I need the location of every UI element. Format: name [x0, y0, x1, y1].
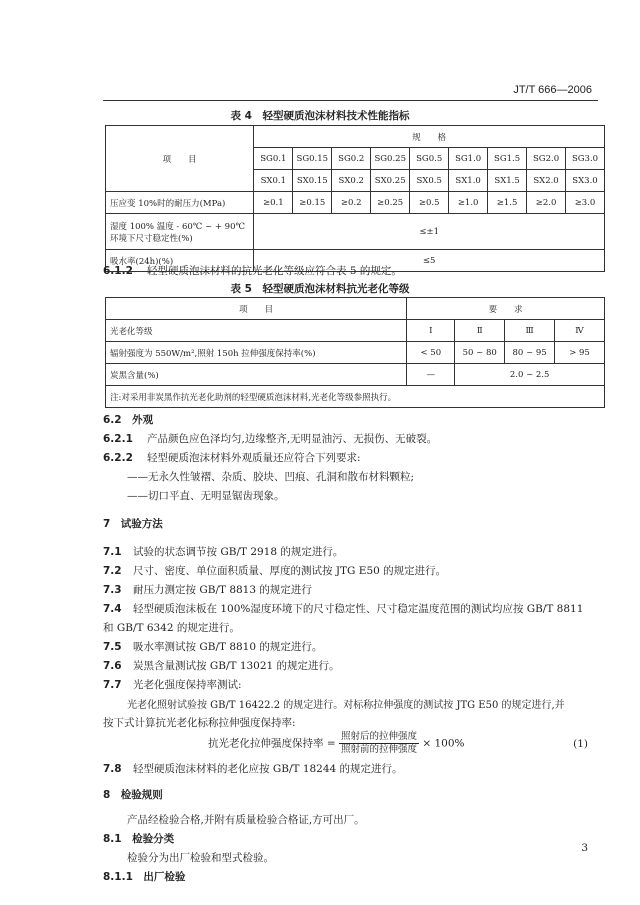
- value-cell: —: [407, 364, 455, 386]
- row-label: [106, 214, 254, 250]
- formula-numerator: 照射后的拉伸强度: [340, 731, 417, 742]
- paragraph-7-2: [103, 563, 446, 578]
- value-cell: ≥3.0: [566, 192, 605, 214]
- clause-number: 6.2.2: [103, 452, 133, 464]
- dash-item: ——切口平直、无明显锯齿现象。: [127, 490, 285, 502]
- formula-number: (1): [573, 738, 588, 750]
- formula-lhs: 抗光老化拉伸强度保持率 =: [208, 737, 336, 750]
- grade-cell: SG1.5: [488, 148, 527, 170]
- grade-cell: SG2.0: [527, 148, 566, 170]
- grade-cell: SG3.0: [566, 148, 605, 170]
- paragraph-7-4: [103, 601, 583, 616]
- clause-number: 7.8: [103, 763, 122, 775]
- paragraph-7-7-body: 光老化照射试验按 GB/T 16422.2 的规定进行。对标称拉伸强度的测试按 JTG E50 的规定进行,并: [127, 700, 565, 711]
- section-7-heading: 7 试验方法: [103, 518, 163, 530]
- clause-number: 7.6: [103, 660, 122, 672]
- page-number: 3: [581, 842, 588, 854]
- grade-cell: SX0.2: [332, 170, 371, 192]
- paragraph-7-6: [103, 658, 340, 673]
- paragraph-6-2-2: [103, 450, 361, 465]
- grade-cell: SX3.0: [566, 170, 605, 192]
- paragraph-7-3: [103, 582, 312, 597]
- table5-caption: 表 5 轻型硬质泡沫材料抗光老化等级: [230, 283, 410, 295]
- table4-spec-header: 规 格: [254, 126, 605, 148]
- grade-cell: SG0.5: [410, 148, 449, 170]
- grade-cell: SX1.0: [449, 170, 488, 192]
- clause-number: 7.2: [103, 565, 122, 577]
- clause-number: 6.2.1: [103, 433, 133, 445]
- dash-item: ——无永久性皱褶、杂质、胶块、凹痕、孔洞和散布材料颗粒;: [127, 471, 415, 483]
- paragraph-8: 产品经检验合格,并附有质量检验合格证,方可出厂。: [127, 814, 365, 826]
- clause-number: 7.5: [103, 641, 122, 653]
- clause-text: 尺寸、密度、单位面积质量、厚度的测试按 JTG E50 的规定进行。: [133, 565, 447, 577]
- value-cell: ≥1.5: [488, 192, 527, 214]
- value-cell: ≥0.15: [293, 192, 332, 214]
- row-label: 辐射强度为 550W/m²,照射 150h 拉伸强度保持率(%): [106, 342, 407, 364]
- level-cell: Ⅲ: [505, 320, 555, 342]
- value-cell: ≥0.25: [371, 192, 410, 214]
- table5-item-header: 项 目: [106, 298, 407, 320]
- row-label: 吸水率(24h)(%): [106, 250, 254, 272]
- value-cell: 80 ~ 95: [505, 342, 555, 364]
- clause-text: 耐压力测定按 GB/T 8813 的规定进行: [133, 584, 312, 596]
- section-6-2-heading: 6.2 外观: [103, 414, 154, 426]
- table5-req-header: 要 求: [407, 298, 605, 320]
- row-label-line: 环境下尺寸稳定性(%): [110, 233, 193, 244]
- grade-cell: SG0.1: [254, 148, 293, 170]
- grade-cell: SG0.25: [371, 148, 410, 170]
- value-cell: 50 ~ 80: [455, 342, 505, 364]
- clause-text: 轻型硬质泡沫材料的抗光老化等级应符合表 5 的规定。: [147, 265, 402, 277]
- grade-cell: SX2.0: [527, 170, 566, 192]
- grade-cell: SG0.15: [293, 148, 332, 170]
- clause-text: 吸水率测试按 GB/T 8810 的规定进行。: [133, 641, 323, 653]
- level-cell: Ⅳ: [555, 320, 605, 342]
- value-cell: ≥0.2: [332, 192, 371, 214]
- clause-text: 炭黑含量测试按 GB/T 13021 的规定进行。: [133, 660, 340, 672]
- value-cell: ≤±1: [254, 214, 605, 250]
- clause-number: 7.4: [103, 603, 122, 615]
- clause-text: 光老化强度保持率测试:: [133, 679, 242, 691]
- grade-cell: SX0.15: [293, 170, 332, 192]
- grade-cell: SX0.25: [371, 170, 410, 192]
- clause-number: 7.1: [103, 546, 122, 558]
- clause-number: 7.3: [103, 584, 122, 596]
- level-cell: Ⅱ: [455, 320, 505, 342]
- clause-number: 7.7: [103, 679, 122, 691]
- value-cell: < 50: [407, 342, 455, 364]
- clause-number: 6.1.2: [103, 265, 133, 277]
- value-cell: ≥2.0: [527, 192, 566, 214]
- header-rule: [103, 100, 598, 101]
- clause-text: 轻型硬质泡沫板在 100%湿度环境下的尺寸稳定性、尺寸稳定温度范围的测试均应按 GB/T 8811: [133, 603, 584, 615]
- value-cell: ≤5: [254, 250, 605, 272]
- value-cell: > 95: [555, 342, 605, 364]
- clause-text: 试验的状态调节按 GB/T 2918 的规定进行。: [133, 546, 344, 558]
- paragraph-7-5: [103, 639, 322, 654]
- clause-text: 产品颜色应色泽均匀,边缘整齐,无明显油污、无损伤、无破裂。: [147, 433, 438, 445]
- row-label: 压应变 10%时的耐压力(MPa): [106, 192, 254, 214]
- table4-caption: 表 4 轻型硬质泡沫材料技术性能指标: [230, 110, 410, 122]
- paragraph-6-2-1: [103, 431, 437, 446]
- table4-item-header: 项 目: [106, 126, 254, 192]
- grade-cell: SX1.5: [488, 170, 527, 192]
- level-cell: Ⅰ: [407, 320, 455, 342]
- formula-tail: × 100%: [422, 737, 465, 750]
- clause-text: 轻型硬质泡沫材料外观质量还应符合下列要求:: [147, 452, 361, 464]
- section-8-1-heading: 8.1 检验分类: [103, 833, 175, 845]
- paragraph-7-1: [103, 544, 343, 559]
- row-label: 炭黑含量(%): [106, 364, 407, 386]
- section-8-heading: 8 检验规则: [103, 789, 163, 801]
- formula-fraction: [339, 731, 419, 756]
- grade-cell: SX0.5: [410, 170, 449, 192]
- paragraph-6-1-2: [103, 263, 402, 278]
- paragraph-7-4-cont: 和 GB/T 6342 的规定进行。: [103, 622, 240, 634]
- standard-code-header: JT/T 666—2006: [513, 84, 592, 96]
- paragraph-7-7: [103, 677, 242, 692]
- row-label: 光老化等级: [106, 320, 407, 342]
- clause-text: 轻型硬质泡沫材料的老化应按 GB/T 18244 的规定进行。: [133, 763, 403, 775]
- formula-denominator: 照射前的拉伸强度: [340, 744, 417, 755]
- grade-cell: SG1.0: [449, 148, 488, 170]
- table5-note: 注:对采用非炭黑作抗光老化助剂的轻型硬质泡沫材料,光老化等级参照执行。: [106, 386, 605, 408]
- grade-cell: SG0.2: [332, 148, 371, 170]
- value-cell: ≥1.0: [449, 192, 488, 214]
- row-label-line: 湿度 100% 温度 - 60℃ ~ + 90℃: [110, 221, 245, 232]
- paragraph-7-7-body-cont: 按下式计算抗光老化标称拉伸强度保持率:: [103, 717, 296, 729]
- table5: [105, 297, 605, 408]
- paragraph-8-1: 检验分为出厂检验和型式检验。: [127, 852, 274, 864]
- grade-cell: SX0.1: [254, 170, 293, 192]
- paragraph-7-8: [103, 761, 403, 776]
- section-8-1-1-heading: 8.1.1 出厂检验: [103, 871, 186, 883]
- formula-1: [208, 731, 465, 756]
- value-cell: ≥0.1: [254, 192, 293, 214]
- value-cell: 2.0 ~ 2.5: [455, 364, 605, 386]
- table4: [105, 125, 605, 272]
- value-cell: ≥0.5: [410, 192, 449, 214]
